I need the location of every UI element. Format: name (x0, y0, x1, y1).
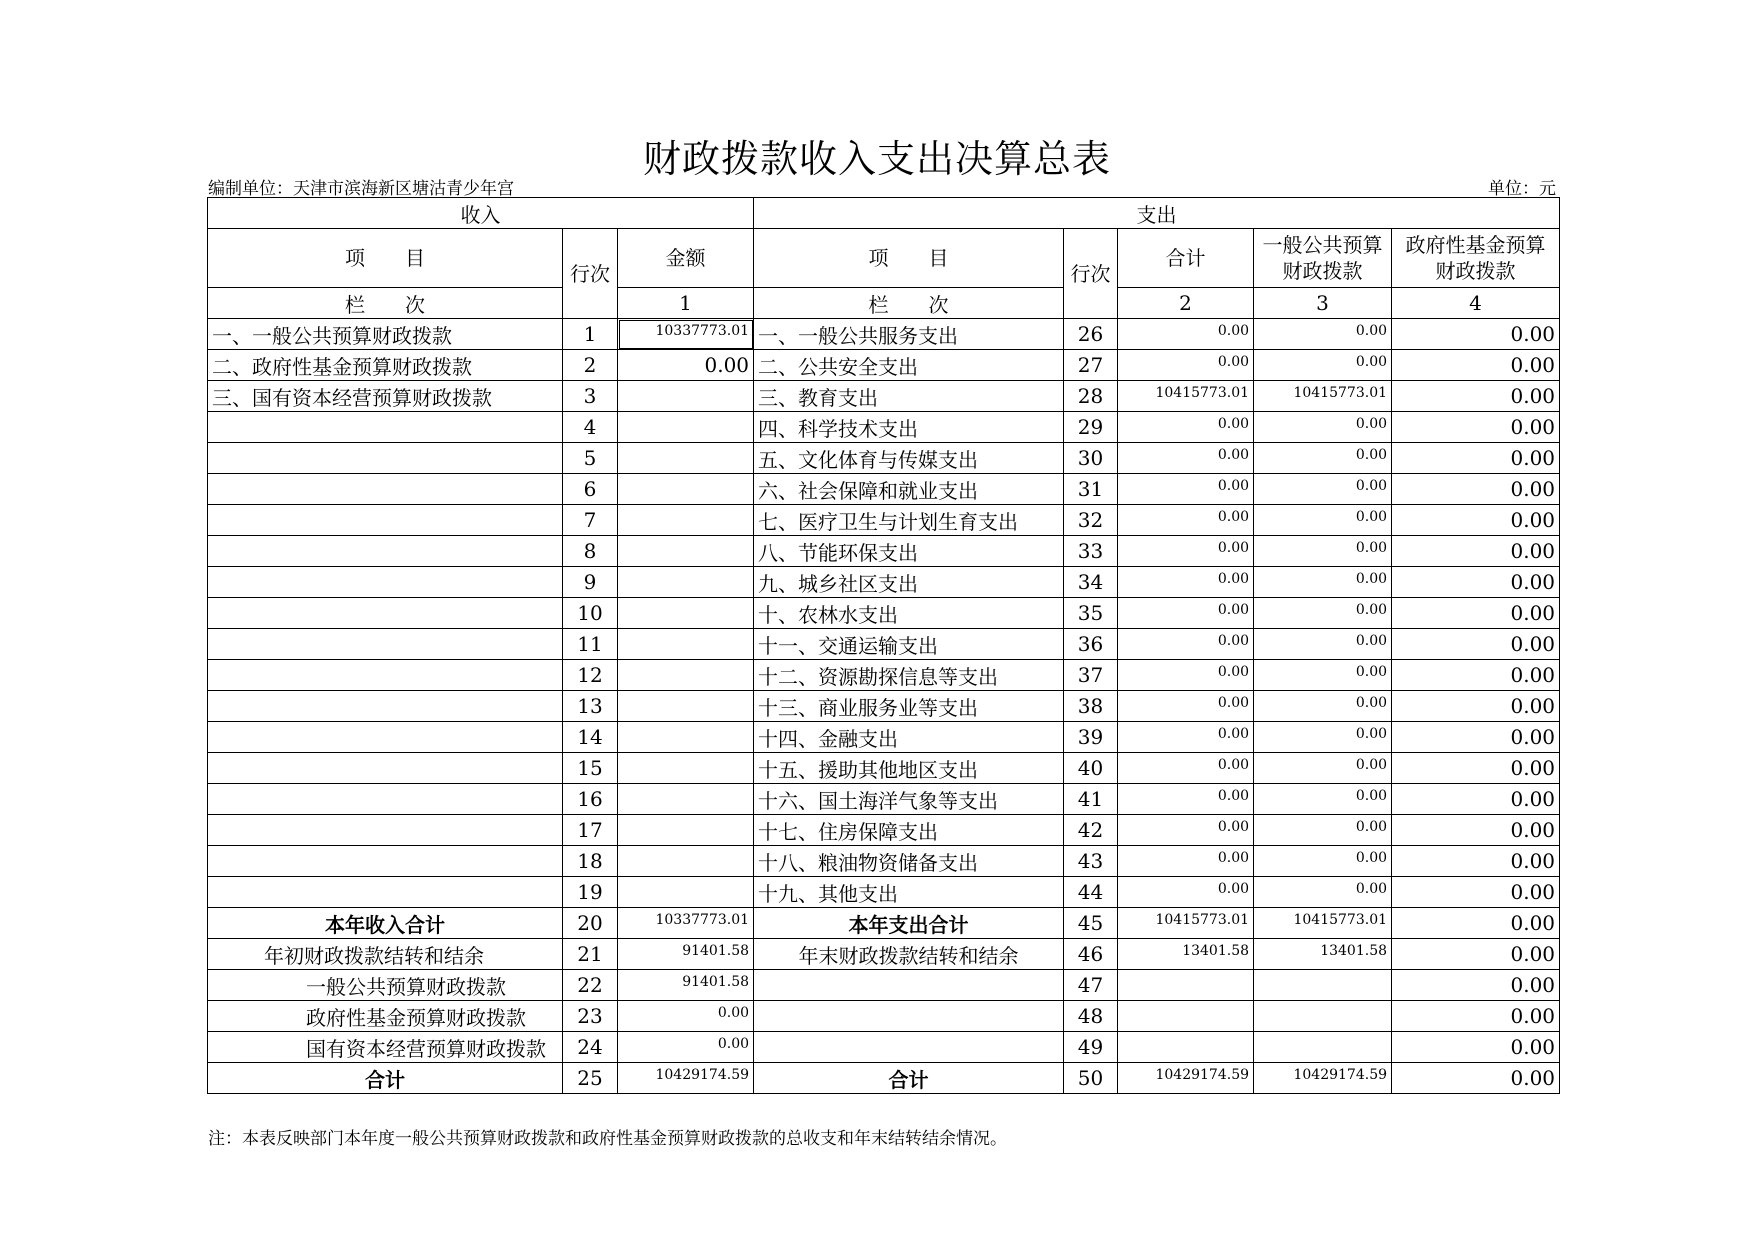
expense-row-no: 50 (1064, 1063, 1118, 1094)
header-expense: 支出 (754, 198, 1560, 229)
table-row (208, 505, 1560, 536)
income-amount (618, 567, 754, 598)
expense-general-budget: 0.00 (1254, 877, 1392, 908)
expense-item (754, 1001, 1064, 1032)
income-amount (618, 660, 754, 691)
expense-total (1118, 1032, 1254, 1063)
income-row-no: 25 (563, 1063, 618, 1094)
expense-item (754, 1032, 1064, 1063)
income-item (208, 412, 563, 443)
income-item (208, 629, 563, 660)
expense-total: 0.00 (1118, 877, 1254, 908)
expense-general-budget: 0.00 (1254, 846, 1392, 877)
expense-row-no: 33 (1064, 536, 1118, 567)
expense-gov-fund: 0.00 (1392, 784, 1560, 815)
expense-general-budget: 10415773.01 (1254, 381, 1392, 412)
expense-gov-fund: 0.00 (1392, 505, 1560, 536)
unit-label: 单位：元 (1488, 179, 1556, 199)
income-item (208, 846, 563, 877)
expense-total: 10429174.59 (1118, 1063, 1254, 1094)
income-row-no: 24 (563, 1032, 618, 1063)
income-amount: 10429174.59 (618, 1063, 754, 1094)
expense-general-budget: 0.00 (1254, 350, 1392, 381)
header-income: 收入 (208, 198, 754, 229)
expense-total: 0.00 (1118, 784, 1254, 815)
expense-gov-fund: 0.00 (1392, 1063, 1560, 1094)
expense-general-budget: 0.00 (1254, 660, 1392, 691)
income-item (208, 815, 563, 846)
income-row-no: 17 (563, 815, 618, 846)
income-row-no: 4 (563, 412, 618, 443)
expense-item: 十七、住房保障支出 (754, 815, 1064, 846)
income-amount (618, 753, 754, 784)
income-amount (618, 784, 754, 815)
expense-total: 0.00 (1118, 350, 1254, 381)
expense-total: 0.00 (1118, 412, 1254, 443)
header-expense-row-no: 行次 (1064, 229, 1118, 319)
income-item (208, 474, 563, 505)
expense-total: 0.00 (1118, 660, 1254, 691)
table-row (208, 846, 1560, 877)
income-row-no: 11 (563, 629, 618, 660)
income-amount (618, 629, 754, 660)
expense-total: 0.00 (1118, 474, 1254, 505)
expense-general-budget: 0.00 (1254, 319, 1392, 350)
income-amount (618, 381, 754, 412)
table-row (208, 319, 1560, 350)
income-item: 年初财政拨款结转和结余 (208, 939, 563, 970)
table-row (208, 598, 1560, 629)
income-item (208, 598, 563, 629)
expense-gov-fund: 0.00 (1392, 691, 1560, 722)
table-row (208, 660, 1560, 691)
expense-gov-fund: 0.00 (1392, 722, 1560, 753)
column-number-1: 1 (618, 288, 754, 319)
expense-general-budget: 0.00 (1254, 443, 1392, 474)
income-row-no: 5 (563, 443, 618, 474)
income-item (208, 505, 563, 536)
expense-total: 0.00 (1118, 443, 1254, 474)
expense-total: 0.00 (1118, 691, 1254, 722)
expense-gov-fund: 0.00 (1392, 908, 1560, 939)
income-item (208, 691, 563, 722)
income-item: 一般公共预算财政拨款 (208, 970, 563, 1001)
income-item (208, 784, 563, 815)
expense-item: 本年支出合计 (754, 908, 1064, 939)
expense-gov-fund: 0.00 (1392, 319, 1560, 350)
expense-row-no: 40 (1064, 753, 1118, 784)
expense-gov-fund: 0.00 (1392, 567, 1560, 598)
expense-general-budget (1254, 970, 1392, 1001)
expense-general-budget: 0.00 (1254, 753, 1392, 784)
expense-total: 0.00 (1118, 815, 1254, 846)
table-row (208, 1063, 1560, 1094)
expense-total: 10415773.01 (1118, 908, 1254, 939)
expense-total (1118, 970, 1254, 1001)
expense-row-no: 41 (1064, 784, 1118, 815)
expense-item: 一、一般公共服务支出 (754, 319, 1064, 350)
expense-row-no: 38 (1064, 691, 1118, 722)
expense-row-no: 45 (1064, 908, 1118, 939)
income-row-no: 13 (563, 691, 618, 722)
income-amount: 10337773.01 (618, 319, 754, 350)
expense-item: 十二、资源勘探信息等支出 (754, 660, 1064, 691)
table-row (208, 970, 1560, 1001)
income-amount (618, 815, 754, 846)
expense-general-budget: 13401.58 (1254, 939, 1392, 970)
expense-gov-fund: 0.00 (1392, 846, 1560, 877)
table-row (208, 474, 1560, 505)
expense-row-no: 32 (1064, 505, 1118, 536)
income-row-no: 16 (563, 784, 618, 815)
expense-item: 六、社会保障和就业支出 (754, 474, 1064, 505)
expense-row-no: 27 (1064, 350, 1118, 381)
income-amount: 0.00 (618, 350, 754, 381)
expense-row-no: 30 (1064, 443, 1118, 474)
expense-gov-fund: 0.00 (1392, 877, 1560, 908)
column-number-4: 4 (1392, 288, 1560, 319)
expense-general-budget: 0.00 (1254, 722, 1392, 753)
table-row (208, 536, 1560, 567)
expense-general-budget: 10415773.01 (1254, 908, 1392, 939)
income-row-no: 23 (563, 1001, 618, 1032)
expense-gov-fund: 0.00 (1392, 381, 1560, 412)
expense-row-no: 42 (1064, 815, 1118, 846)
income-item (208, 536, 563, 567)
expense-total: 0.00 (1118, 846, 1254, 877)
income-item: 国有资本经营预算财政拨款 (208, 1032, 563, 1063)
income-amount: 10337773.01 (618, 908, 754, 939)
income-row-no: 12 (563, 660, 618, 691)
expense-gov-fund: 0.00 (1392, 443, 1560, 474)
table-row (208, 722, 1560, 753)
expense-gov-fund: 0.00 (1392, 1032, 1560, 1063)
header-gov-fund: 政府性基金预算财政拨款 (1392, 229, 1560, 288)
expense-item: 十三、商业服务业等支出 (754, 691, 1064, 722)
expense-row-no: 44 (1064, 877, 1118, 908)
income-row-no: 7 (563, 505, 618, 536)
expense-row-no: 36 (1064, 629, 1118, 660)
header-amount: 金额 (618, 229, 754, 288)
expense-row-no: 34 (1064, 567, 1118, 598)
income-amount (618, 474, 754, 505)
expense-general-budget: 0.00 (1254, 536, 1392, 567)
column-number-2: 2 (1118, 288, 1254, 319)
expense-row-no: 37 (1064, 660, 1118, 691)
expense-row-no: 39 (1064, 722, 1118, 753)
header-expense-item: 项 目 (754, 229, 1064, 288)
income-row-no: 20 (563, 908, 618, 939)
expense-gov-fund: 0.00 (1392, 350, 1560, 381)
expense-total: 0.00 (1118, 629, 1254, 660)
table-row (208, 877, 1560, 908)
expense-row-no: 31 (1064, 474, 1118, 505)
income-row-no: 18 (563, 846, 618, 877)
income-amount: 91401.58 (618, 939, 754, 970)
income-item (208, 567, 563, 598)
expense-item: 十九、其他支出 (754, 877, 1064, 908)
expense-item: 合计 (754, 1063, 1064, 1094)
expense-total: 0.00 (1118, 598, 1254, 629)
page-title: 财政拨款收入支出决算总表 (642, 137, 1111, 181)
income-amount: 0.00 (618, 1001, 754, 1032)
expense-row-no: 46 (1064, 939, 1118, 970)
expense-total: 0.00 (1118, 753, 1254, 784)
expense-general-budget (1254, 1001, 1392, 1032)
expense-item: 十四、金融支出 (754, 722, 1064, 753)
income-item: 三、国有资本经营预算财政拨款 (208, 381, 563, 412)
expense-item: 二、公共安全支出 (754, 350, 1064, 381)
income-item: 政府性基金预算财政拨款 (208, 1001, 563, 1032)
expense-gov-fund: 0.00 (1392, 629, 1560, 660)
expense-gov-fund: 0.00 (1392, 939, 1560, 970)
expense-row-no: 29 (1064, 412, 1118, 443)
expense-row-no: 26 (1064, 319, 1118, 350)
footnote: 注：本表反映部门本年度一般公共预算财政拨款和政府性基金预算财政拨款的总收支和年末结转结余情况。 (208, 1129, 1007, 1149)
expense-row-no: 48 (1064, 1001, 1118, 1032)
table-row (208, 443, 1560, 474)
table-row (208, 815, 1560, 846)
expense-row-no: 49 (1064, 1032, 1118, 1063)
income-item (208, 722, 563, 753)
expense-row-no: 47 (1064, 970, 1118, 1001)
header-total: 合计 (1118, 229, 1254, 288)
income-row-no: 1 (563, 319, 618, 350)
expense-gov-fund: 0.00 (1392, 1001, 1560, 1032)
income-row-no: 15 (563, 753, 618, 784)
income-amount (618, 722, 754, 753)
expense-item (754, 970, 1064, 1001)
column-label-expense: 栏 次 (754, 288, 1064, 319)
expense-general-budget: 0.00 (1254, 567, 1392, 598)
income-item: 本年收入合计 (208, 908, 563, 939)
expense-item: 七、医疗卫生与计划生育支出 (754, 505, 1064, 536)
income-amount (618, 877, 754, 908)
expense-total: 13401.58 (1118, 939, 1254, 970)
table-row (208, 381, 1560, 412)
header-general-budget: 一般公共预算财政拨款 (1254, 229, 1392, 288)
expense-general-budget: 0.00 (1254, 412, 1392, 443)
income-row-no: 3 (563, 381, 618, 412)
expense-general-budget: 0.00 (1254, 505, 1392, 536)
expense-row-no: 35 (1064, 598, 1118, 629)
income-amount (618, 505, 754, 536)
table-row (208, 908, 1560, 939)
table-row (208, 784, 1560, 815)
income-row-no: 10 (563, 598, 618, 629)
income-amount (618, 536, 754, 567)
income-item (208, 660, 563, 691)
expense-item: 十、农林水支出 (754, 598, 1064, 629)
income-amount (618, 691, 754, 722)
income-amount (618, 412, 754, 443)
expense-total (1118, 1001, 1254, 1032)
expense-total: 0.00 (1118, 319, 1254, 350)
expense-total: 0.00 (1118, 567, 1254, 598)
column-label-income: 栏 次 (208, 288, 563, 319)
expense-gov-fund: 0.00 (1392, 536, 1560, 567)
expense-general-budget: 0.00 (1254, 629, 1392, 660)
expense-row-no: 43 (1064, 846, 1118, 877)
expense-item: 年末财政拨款结转和结余 (754, 939, 1064, 970)
table-row (208, 629, 1560, 660)
expense-general-budget: 0.00 (1254, 474, 1392, 505)
expense-gov-fund: 0.00 (1392, 474, 1560, 505)
expense-item: 三、教育支出 (754, 381, 1064, 412)
income-amount (618, 598, 754, 629)
income-item (208, 443, 563, 474)
expense-gov-fund: 0.00 (1392, 412, 1560, 443)
expense-general-budget: 0.00 (1254, 598, 1392, 629)
expense-gov-fund: 0.00 (1392, 660, 1560, 691)
income-row-no: 21 (563, 939, 618, 970)
expense-general-budget (1254, 1032, 1392, 1063)
table-row (208, 939, 1560, 970)
income-item: 一、一般公共预算财政拨款 (208, 319, 563, 350)
expense-item: 十六、国土海洋气象等支出 (754, 784, 1064, 815)
expense-general-budget: 0.00 (1254, 784, 1392, 815)
income-row-no: 6 (563, 474, 618, 505)
expense-item: 九、城乡社区支出 (754, 567, 1064, 598)
expense-item: 十五、援助其他地区支出 (754, 753, 1064, 784)
expense-item: 八、节能环保支出 (754, 536, 1064, 567)
income-item: 二、政府性基金预算财政拨款 (208, 350, 563, 381)
expense-general-budget: 0.00 (1254, 691, 1392, 722)
income-amount (618, 443, 754, 474)
expense-general-budget: 10429174.59 (1254, 1063, 1392, 1094)
expense-gov-fund: 0.00 (1392, 815, 1560, 846)
expense-gov-fund: 0.00 (1392, 753, 1560, 784)
income-row-no: 22 (563, 970, 618, 1001)
header-income-row-no: 行次 (563, 229, 618, 319)
income-row-no: 8 (563, 536, 618, 567)
expense-item: 四、科学技术支出 (754, 412, 1064, 443)
table-row (208, 753, 1560, 784)
income-row-no: 19 (563, 877, 618, 908)
expense-row-no: 28 (1064, 381, 1118, 412)
income-amount (618, 846, 754, 877)
income-amount: 0.00 (618, 1032, 754, 1063)
table-row (208, 350, 1560, 381)
expense-item: 十八、粮油物资储备支出 (754, 846, 1064, 877)
header-income-item: 项 目 (208, 229, 563, 288)
income-amount: 91401.58 (618, 970, 754, 1001)
table-row (208, 1001, 1560, 1032)
income-row-no: 14 (563, 722, 618, 753)
org-label: 编制单位：天津市滨海新区塘沽青少年宫 (208, 179, 514, 199)
table-row (208, 1032, 1560, 1063)
income-row-no: 2 (563, 350, 618, 381)
budget-table (207, 197, 1560, 1094)
expense-gov-fund: 0.00 (1392, 970, 1560, 1001)
table-row (208, 567, 1560, 598)
expense-item: 十一、交通运输支出 (754, 629, 1064, 660)
income-item: 合计 (208, 1063, 563, 1094)
income-item (208, 877, 563, 908)
expense-total: 0.00 (1118, 536, 1254, 567)
expense-general-budget: 0.00 (1254, 815, 1392, 846)
income-row-no: 9 (563, 567, 618, 598)
expense-total: 10415773.01 (1118, 381, 1254, 412)
table-row (208, 691, 1560, 722)
expense-total: 0.00 (1118, 722, 1254, 753)
expense-total: 0.00 (1118, 505, 1254, 536)
table-row (208, 412, 1560, 443)
expense-item: 五、文化体育与传媒支出 (754, 443, 1064, 474)
expense-gov-fund: 0.00 (1392, 598, 1560, 629)
income-item (208, 753, 563, 784)
column-number-3: 3 (1254, 288, 1392, 319)
